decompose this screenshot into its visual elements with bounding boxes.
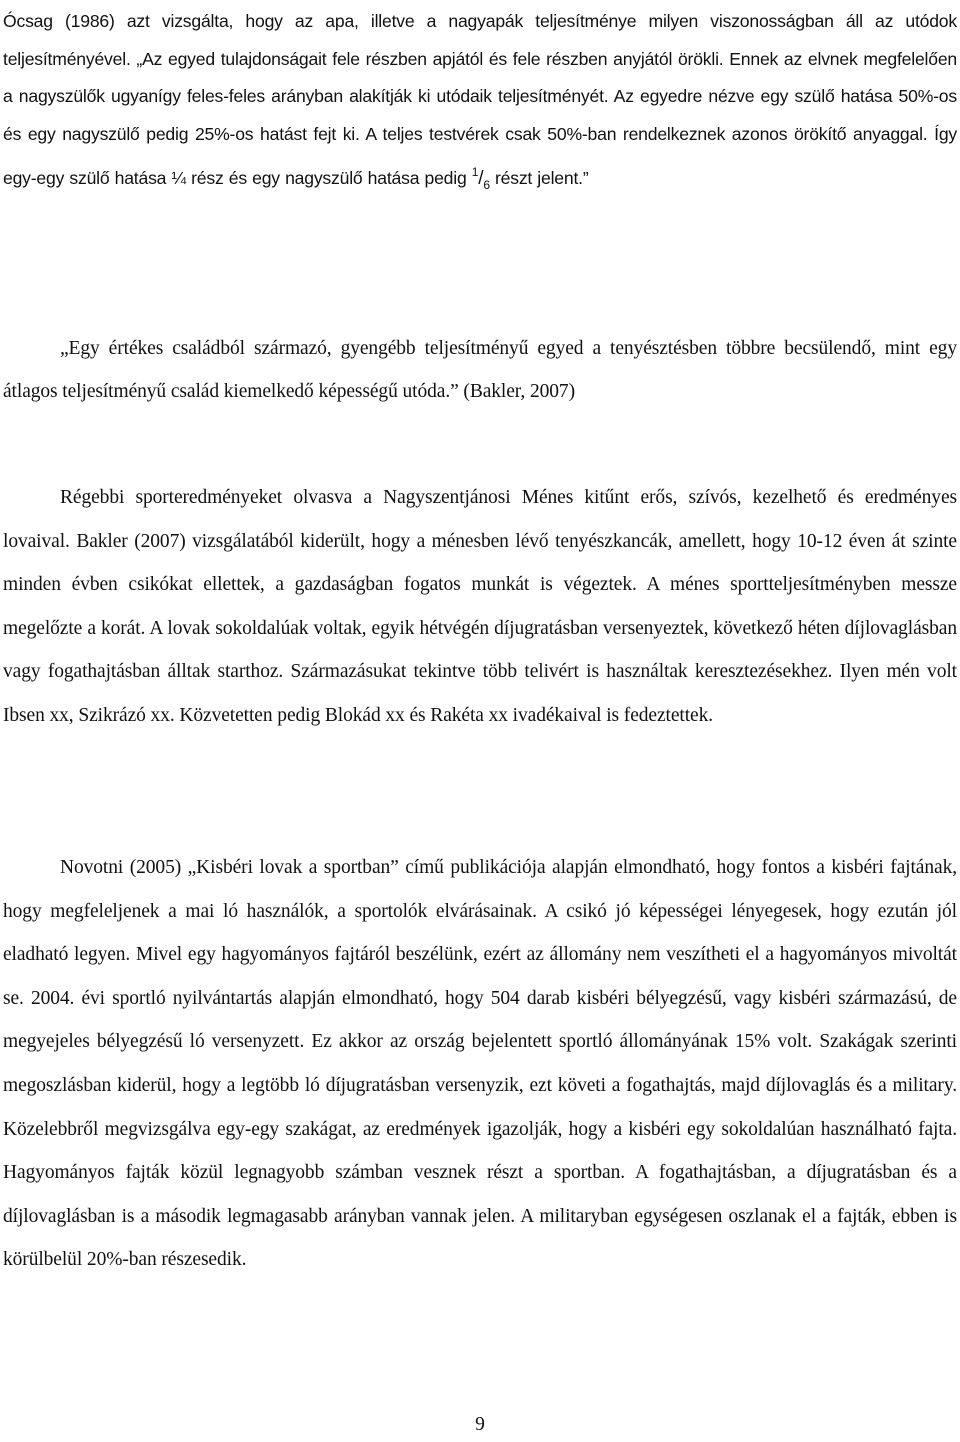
paragraph-bakler-quote (3, 327, 957, 413)
fraction-slash: / (478, 167, 484, 189)
document-page (3, 0, 957, 1442)
page-number: 9 (475, 1414, 485, 1435)
paragraph-text: Ócsag (1986) azt vizsgálta, hogy az apa, illetve a nagyapák teljesítménye milyen viszonosságban áll az utódok teljesítményével. „Az egyed tulajdonságait fele részben apjától és fele részben anyjától örökli. Ennek az elvnek megfelelően a nagyszülők ugyanígy feles-feles arányban alakítják ki utódaik teljesítményét. Az egyedre nézve egy szülő hatása 50%-os és egy nagyszülő pedig 25%-os hatást fejt ki. A teljes testvérek csak 50%-ban rendelkeznek azonos örökítő anyaggal. Így egy-egy szülő hatása ¼ rész és egy nagyszülő hatása pedig (3, 11, 957, 188)
paragraph-text-end: részt jelent.” (489, 167, 589, 188)
paragraph-text: Régebbi sporteredményeket olvasva a Nagyszentjánosi Ménes kitűnt erős, szívós, kezelhető és eredményes lovaival. Bakler (2007) vizsgálatából kiderült, hogy a ménesben lévő tenyészkancák, amellett, hogy 10-12 éven át szinte minden évben csikókat ellettek, a gazdaságban fogatos munkát is végeztek. A ménes sportteljesítményben messze megelőzte a korát. A lovak sokoldalúak voltak, egyik hétvégén díjugratásban versenyeztek, következő héten díjlovaglásban vagy fogathajtásban álltak starthoz. Származásukat tekintve több telivért is használtak keresztezésekhez. Ilyen mén volt Ibsen xx, Szikrázó xx. Közvetetten pedig Blokád xx és Rakéta xx ivadékaival is fedeztettek. (3, 487, 957, 726)
paragraph-text: „Egy értékes családból származó, gyengébb teljesítményű egyed a tenyésztésben többre becsülendő, mint egy átlagos teljesítményű család kiemelkedő képességű utóda.” (Bakler, 2007) (3, 338, 957, 402)
fraction-numerator: 1 (471, 164, 479, 179)
fraction-denominator: 6 (483, 177, 490, 192)
paragraph-novotni (3, 846, 957, 1282)
paragraph-nagyszentjanosi (3, 476, 957, 738)
paragraph-quote-heredity (3, 3, 957, 205)
paragraph-text: Novotni (2005) „Kisbéri lovak a sportban” című publikációja alapján elmondható, hogy fontos a kisbéri fajtának, hogy megfeleljenek a mai ló használók, a sportolók elvárásainak. A csikó jó képességei lényegesek, hogy ezután jól eladható legyen. Mivel egy hagyományos fajtáról beszélünk, ezért az állomány nem veszítheti el a hagyományos mivoltát se. 2004. évi sportló nyilvántartás alapján elmondható, hogy 504 darab kisbéri bélyegzésű, vagy kisbéri származású, de megyejeles bélyegzésű ló versenyzett. Ez akkor az ország bejelentett sportló állományának 15% volt. Szakágak szerinti megoszlásban kiderül, hogy a legtöbb ló díjugratásban versenyzik, ezt követi a fogathajtás, majd díjlovaglás és a military. Közelebbről megvizsgálva egy-egy szakágat, az eredmények igazolják, hogy a kisbéri egy sokoldalúan használható fajta. Hagyományos fajták közül legnagyobb számban vesznek részt a sportban. A fogathajtásban, a díjugratásban és a díjlovaglásban is a második legmagasabb arányban vannak jelen. A militaryban egységesen oszlanak el a fajták, ebben is körülbelül 20%-ban részesedik. (3, 857, 957, 1271)
